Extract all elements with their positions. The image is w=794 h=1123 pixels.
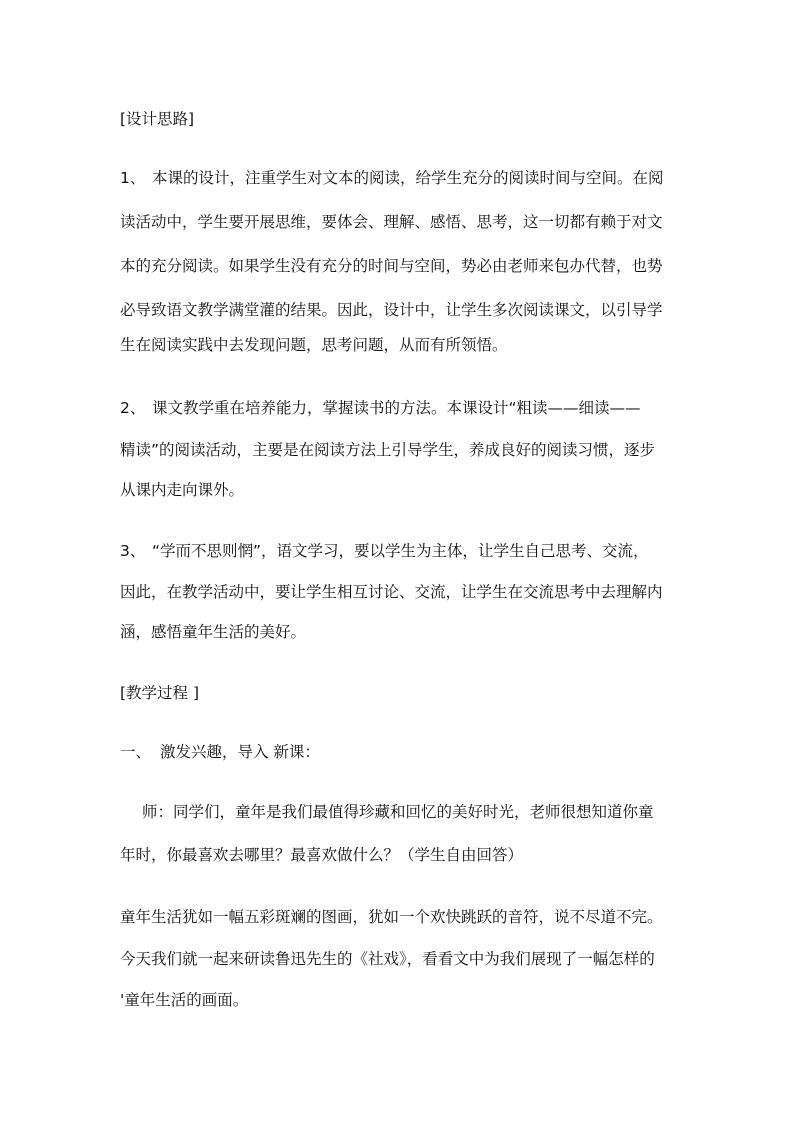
- step-1-text: 激发兴趣，导入 新课：: [160, 743, 320, 761]
- paragraph-1-text: 本课的设计，注重学生对文本的阅读，给学生充分的阅读时间与空间。在阅: [152, 169, 664, 187]
- section-heading-process: [教学过程 ]: [120, 684, 200, 702]
- paragraph-2-text: 课文教学重在培养能力，掌握读书的方法。本课设计“粗读——细读——: [152, 399, 641, 417]
- paragraph-2-line-1: [120, 398, 641, 418]
- section-heading-design: [设计思路]: [120, 110, 195, 128]
- paragraph-1-number: 1、: [120, 169, 146, 187]
- paragraph-1-line-4: 必导致语文教学满堂灌的结果。因此，设计中，让学生多次阅读课文，以引导学: [120, 301, 663, 319]
- paragraph-2-number: 2、: [120, 399, 146, 417]
- intro-line-1: 童年生活犹如一幅五彩斑斓的图画，犹如一个欢快跳跃的音符，说不尽道不完。: [120, 908, 663, 926]
- paragraph-2-line-2: 精读”的阅读活动，主要是在阅读方法上引导学生，养成良好的阅读习惯，逐步: [120, 441, 656, 459]
- paragraph-1-line-1: [120, 168, 664, 188]
- paragraph-3-text: “学而不思则惘”，语文学习，要以学生为主体，让学生自己思考、交流，: [152, 542, 649, 560]
- teacher-line-2: 年时，你最喜欢去哪里？最喜欢做什么？（学生自由回答）: [120, 846, 524, 864]
- paragraph-3-number: 3、: [120, 542, 146, 560]
- paragraph-1-line-3: 本的充分阅读。如果学生没有充分的时间与空间，势必由老师来包办代替，也势: [120, 257, 663, 275]
- step-1-number: 一、: [120, 743, 152, 761]
- teacher-line-1: 师：同学们，童年是我们最值得珍藏和回忆的美好时光，老师很想知道你童: [142, 803, 654, 821]
- paragraph-3-line-3: 涵，感悟童年生活的美好。: [120, 623, 307, 641]
- intro-line-2: 今天我们就一起来研读鲁迅先生的《社戏》，看看文中为我们展现了一幅怎样的: [120, 950, 655, 968]
- paragraph-3-line-2: 因此，在教学活动中，要让学生相互讨论、交流，让学生在交流思考中去理解内: [120, 583, 663, 601]
- paragraph-1-line-2: 读活动中，学生要开展思维，要体会、理解、感悟、思考，这一切都有赖于对文: [120, 213, 663, 231]
- paragraph-1-line-5: 生在阅读实践中去发现问题，思考问题，从而有所领悟。: [120, 336, 508, 354]
- paragraph-2-line-3: 从课内走向课外。: [120, 481, 245, 499]
- intro-line-3: '童年生活的画面。: [120, 991, 249, 1009]
- step-1-heading: [120, 742, 320, 762]
- paragraph-3-line-1: [120, 541, 649, 561]
